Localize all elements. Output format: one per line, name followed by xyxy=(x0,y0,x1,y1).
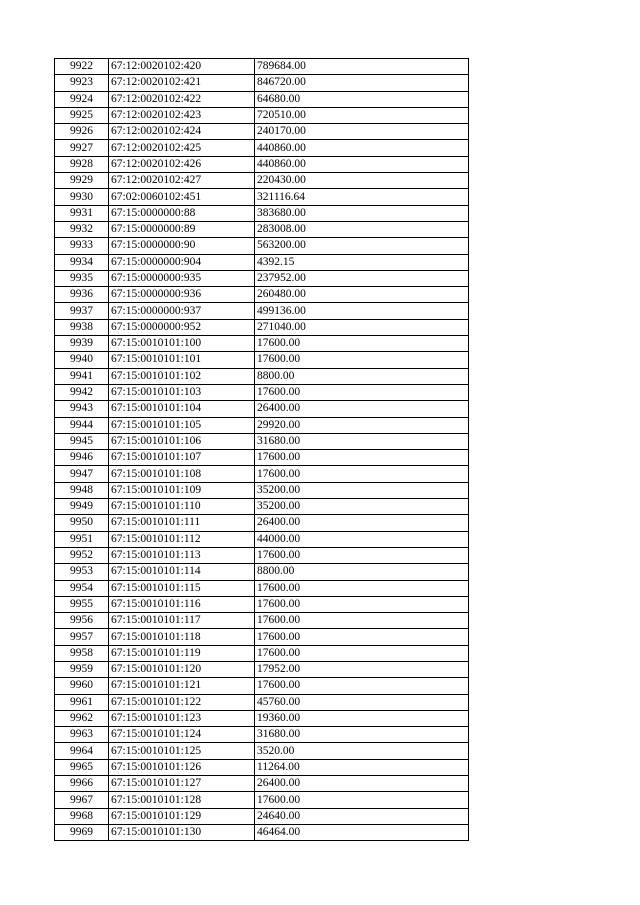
amount-value: 29920.00 xyxy=(255,417,469,433)
table-row xyxy=(55,482,469,498)
cadastral-number: 67:15:0010101:104 xyxy=(109,401,255,417)
amount-value: 35200.00 xyxy=(255,499,469,515)
table-row xyxy=(55,417,469,433)
table-row xyxy=(55,140,469,156)
amount-value: 271040.00 xyxy=(255,319,469,335)
row-number: 9940 xyxy=(55,352,109,368)
cadastral-number: 67:15:0010101:123 xyxy=(109,710,255,726)
amount-value: 17600.00 xyxy=(255,792,469,808)
cadastral-number: 67:15:0010101:126 xyxy=(109,759,255,775)
cadastral-number: 67:15:0010101:115 xyxy=(109,580,255,596)
cadastral-number: 67:15:0010101:112 xyxy=(109,531,255,547)
table-body xyxy=(55,59,469,841)
amount-value: 8800.00 xyxy=(255,564,469,580)
row-number: 9956 xyxy=(55,613,109,629)
amount-value: 499136.00 xyxy=(255,303,469,319)
row-number: 9925 xyxy=(55,107,109,123)
amount-value: 563200.00 xyxy=(255,238,469,254)
amount-value: 383680.00 xyxy=(255,205,469,221)
amount-value: 26400.00 xyxy=(255,401,469,417)
amount-value: 17600.00 xyxy=(255,596,469,612)
row-number: 9949 xyxy=(55,499,109,515)
cadastral-number: 67:15:0010101:130 xyxy=(109,824,255,840)
data-table xyxy=(54,58,469,841)
cadastral-number: 67:15:0000000:89 xyxy=(109,221,255,237)
table-row xyxy=(55,580,469,596)
table-row xyxy=(55,596,469,612)
row-number: 9967 xyxy=(55,792,109,808)
amount-value: 440860.00 xyxy=(255,156,469,172)
cadastral-number: 67:15:0010101:124 xyxy=(109,727,255,743)
amount-value: 8800.00 xyxy=(255,368,469,384)
row-number: 9933 xyxy=(55,238,109,254)
row-number: 9931 xyxy=(55,205,109,221)
row-number: 9953 xyxy=(55,564,109,580)
row-number: 9958 xyxy=(55,645,109,661)
table-row xyxy=(55,368,469,384)
table-row xyxy=(55,156,469,172)
cadastral-number: 67:15:0010101:113 xyxy=(109,547,255,563)
table-row xyxy=(55,303,469,319)
amount-value: 64680.00 xyxy=(255,91,469,107)
cadastral-number: 67:15:0010101:114 xyxy=(109,564,255,580)
row-number: 9955 xyxy=(55,596,109,612)
amount-value: 17600.00 xyxy=(255,336,469,352)
amount-value: 31680.00 xyxy=(255,433,469,449)
table-row xyxy=(55,287,469,303)
cadastral-number: 67:12:0020102:425 xyxy=(109,140,255,156)
row-number: 9930 xyxy=(55,189,109,205)
table-row xyxy=(55,384,469,400)
table-row xyxy=(55,678,469,694)
table-row xyxy=(55,221,469,237)
amount-value: 260480.00 xyxy=(255,287,469,303)
amount-value: 26400.00 xyxy=(255,515,469,531)
table-row xyxy=(55,759,469,775)
row-number: 9966 xyxy=(55,776,109,792)
amount-value: 17600.00 xyxy=(255,629,469,645)
cadastral-number: 67:15:0010101:105 xyxy=(109,417,255,433)
amount-value: 4392.15 xyxy=(255,254,469,270)
cadastral-number: 67:15:0010101:101 xyxy=(109,352,255,368)
cadastral-number: 67:15:0010101:125 xyxy=(109,743,255,759)
cadastral-number: 67:15:0000000:90 xyxy=(109,238,255,254)
table-row xyxy=(55,613,469,629)
cadastral-number: 67:15:0010101:129 xyxy=(109,808,255,824)
table-row xyxy=(55,499,469,515)
row-number: 9968 xyxy=(55,808,109,824)
amount-value: 17600.00 xyxy=(255,580,469,596)
table-row xyxy=(55,808,469,824)
row-number: 9957 xyxy=(55,629,109,645)
table-row xyxy=(55,319,469,335)
amount-value: 35200.00 xyxy=(255,482,469,498)
table-row xyxy=(55,743,469,759)
row-number: 9936 xyxy=(55,287,109,303)
cadastral-number: 67:15:0010101:106 xyxy=(109,433,255,449)
row-number: 9960 xyxy=(55,678,109,694)
amount-value: 17600.00 xyxy=(255,384,469,400)
cadastral-number: 67:02:0060102:451 xyxy=(109,189,255,205)
row-number: 9961 xyxy=(55,694,109,710)
amount-value: 321116.64 xyxy=(255,189,469,205)
cadastral-number: 67:15:0010101:116 xyxy=(109,596,255,612)
row-number: 9938 xyxy=(55,319,109,335)
row-number: 9939 xyxy=(55,336,109,352)
amount-value: 3520.00 xyxy=(255,743,469,759)
table-row xyxy=(55,710,469,726)
cadastral-number: 67:15:0010101:109 xyxy=(109,482,255,498)
table-row xyxy=(55,107,469,123)
amount-value: 17600.00 xyxy=(255,352,469,368)
table-row xyxy=(55,59,469,75)
row-number: 9950 xyxy=(55,515,109,531)
amount-value: 240170.00 xyxy=(255,124,469,140)
amount-value: 31680.00 xyxy=(255,727,469,743)
row-number: 9954 xyxy=(55,580,109,596)
cadastral-number: 67:15:0010101:120 xyxy=(109,661,255,677)
row-number: 9943 xyxy=(55,401,109,417)
row-number: 9948 xyxy=(55,482,109,498)
row-number: 9942 xyxy=(55,384,109,400)
cadastral-number: 67:15:0010101:111 xyxy=(109,515,255,531)
row-number: 9965 xyxy=(55,759,109,775)
row-number: 9962 xyxy=(55,710,109,726)
cadastral-number: 67:15:0000000:952 xyxy=(109,319,255,335)
row-number: 9959 xyxy=(55,661,109,677)
amount-value: 17600.00 xyxy=(255,547,469,563)
amount-value: 11264.00 xyxy=(255,759,469,775)
row-number: 9947 xyxy=(55,466,109,482)
cadastral-number: 67:15:0010101:103 xyxy=(109,384,255,400)
table-row xyxy=(55,531,469,547)
cadastral-number: 67:15:0010101:107 xyxy=(109,450,255,466)
amount-value: 220430.00 xyxy=(255,173,469,189)
amount-value: 237952.00 xyxy=(255,270,469,286)
amount-value: 17600.00 xyxy=(255,466,469,482)
row-number: 9952 xyxy=(55,547,109,563)
row-number: 9944 xyxy=(55,417,109,433)
cadastral-number: 67:15:0010101:100 xyxy=(109,336,255,352)
table-row xyxy=(55,254,469,270)
amount-value: 19360.00 xyxy=(255,710,469,726)
cadastral-number: 67:15:0000000:935 xyxy=(109,270,255,286)
table-row xyxy=(55,352,469,368)
cadastral-number: 67:15:0010101:119 xyxy=(109,645,255,661)
row-number: 9935 xyxy=(55,270,109,286)
table-row xyxy=(55,173,469,189)
table-row xyxy=(55,124,469,140)
amount-value: 17600.00 xyxy=(255,678,469,694)
table-row xyxy=(55,270,469,286)
cadastral-number: 67:15:0000000:904 xyxy=(109,254,255,270)
table-row xyxy=(55,645,469,661)
row-number: 9964 xyxy=(55,743,109,759)
row-number: 9922 xyxy=(55,59,109,75)
row-number: 9928 xyxy=(55,156,109,172)
row-number: 9937 xyxy=(55,303,109,319)
cadastral-number: 67:12:0020102:423 xyxy=(109,107,255,123)
cadastral-number: 67:12:0020102:420 xyxy=(109,59,255,75)
cadastral-number: 67:12:0020102:427 xyxy=(109,173,255,189)
table-row xyxy=(55,564,469,580)
amount-value: 846720.00 xyxy=(255,75,469,91)
amount-value: 17600.00 xyxy=(255,645,469,661)
cadastral-number: 67:15:0010101:127 xyxy=(109,776,255,792)
amount-value: 283008.00 xyxy=(255,221,469,237)
row-number: 9945 xyxy=(55,433,109,449)
table-row xyxy=(55,401,469,417)
row-number: 9926 xyxy=(55,124,109,140)
amount-value: 440860.00 xyxy=(255,140,469,156)
row-number: 9963 xyxy=(55,727,109,743)
cadastral-number: 67:12:0020102:421 xyxy=(109,75,255,91)
cadastral-number: 67:15:0010101:128 xyxy=(109,792,255,808)
cadastral-number: 67:12:0020102:422 xyxy=(109,91,255,107)
table-row xyxy=(55,792,469,808)
row-number: 9934 xyxy=(55,254,109,270)
row-number: 9927 xyxy=(55,140,109,156)
table-row xyxy=(55,75,469,91)
table-row xyxy=(55,450,469,466)
row-number: 9941 xyxy=(55,368,109,384)
amount-value: 17600.00 xyxy=(255,450,469,466)
row-number: 9951 xyxy=(55,531,109,547)
cadastral-number: 67:15:0010101:102 xyxy=(109,368,255,384)
amount-value: 24640.00 xyxy=(255,808,469,824)
row-number: 9924 xyxy=(55,91,109,107)
row-number: 9969 xyxy=(55,824,109,840)
cadastral-number: 67:12:0020102:426 xyxy=(109,156,255,172)
cadastral-number: 67:12:0020102:424 xyxy=(109,124,255,140)
cadastral-number: 67:15:0010101:110 xyxy=(109,499,255,515)
table-row xyxy=(55,547,469,563)
amount-value: 45760.00 xyxy=(255,694,469,710)
cadastral-number: 67:15:0000000:936 xyxy=(109,287,255,303)
table-row xyxy=(55,824,469,840)
table-row xyxy=(55,433,469,449)
cadastral-number: 67:15:0010101:122 xyxy=(109,694,255,710)
row-number: 9929 xyxy=(55,173,109,189)
amount-value: 789684.00 xyxy=(255,59,469,75)
amount-value: 46464.00 xyxy=(255,824,469,840)
cadastral-number: 67:15:0010101:121 xyxy=(109,678,255,694)
table-row xyxy=(55,238,469,254)
table-row xyxy=(55,629,469,645)
table-row xyxy=(55,189,469,205)
table-row xyxy=(55,515,469,531)
cadastral-number: 67:15:0010101:118 xyxy=(109,629,255,645)
cadastral-number: 67:15:0010101:117 xyxy=(109,613,255,629)
table-row xyxy=(55,466,469,482)
table-row xyxy=(55,205,469,221)
row-number: 9932 xyxy=(55,221,109,237)
cadastral-number: 67:15:0000000:88 xyxy=(109,205,255,221)
amount-value: 44000.00 xyxy=(255,531,469,547)
cadastral-number: 67:15:0010101:108 xyxy=(109,466,255,482)
cadastral-number: 67:15:0000000:937 xyxy=(109,303,255,319)
row-number: 9923 xyxy=(55,75,109,91)
table-row xyxy=(55,727,469,743)
amount-value: 720510.00 xyxy=(255,107,469,123)
table-row xyxy=(55,336,469,352)
row-number: 9946 xyxy=(55,450,109,466)
table-row xyxy=(55,776,469,792)
table-row xyxy=(55,91,469,107)
table-row xyxy=(55,694,469,710)
amount-value: 17952.00 xyxy=(255,661,469,677)
amount-value: 17600.00 xyxy=(255,613,469,629)
table-row xyxy=(55,661,469,677)
amount-value: 26400.00 xyxy=(255,776,469,792)
